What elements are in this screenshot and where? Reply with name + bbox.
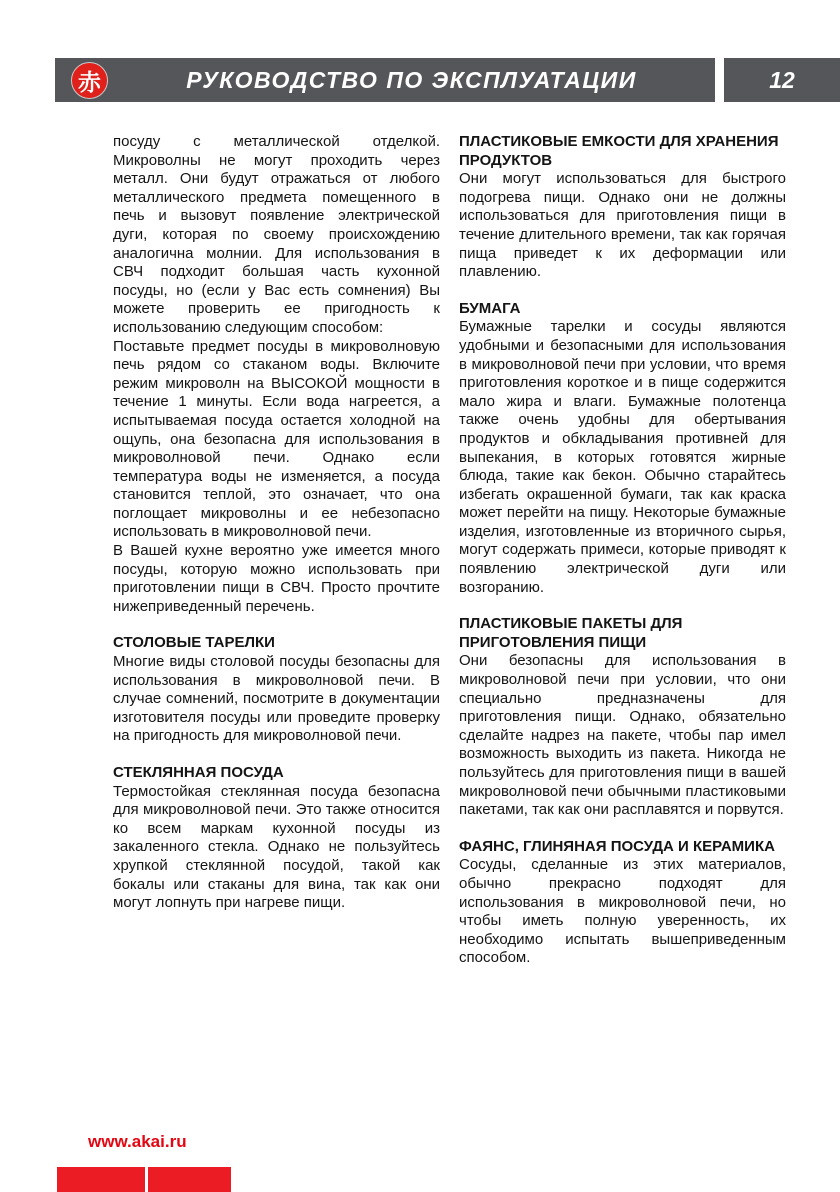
section-heading: СТЕКЛЯННАЯ ПОСУДА: [113, 764, 284, 781]
section-heading: ПЛАСТИКОВЫЕ ПАКЕТЫ ДЛЯ ПРИГОТОВЛЕНИЯ ПИЩИ: [459, 615, 683, 651]
paragraph: Поставьте предмет посуды в микроволновую печь рядом со стаканом воды. Включите режим микроволн на ВЫСОКОЙ мощности в течение 1 минуты. Если вода нагреется, а испытываемая посуда остается холодной на ощупь, она безопасна для использования в микроволновой печи. Однако если температура воды не изменяется, а посуда становится теплой, это означает, что она поглощает микроволны и ее небезопасно использовать в микроволновой печи.: [113, 337, 440, 541]
paragraph: Многие виды столовой посуды безопасны для использования в микроволновой печи. В случае сомнений, посмотрите в документации изготовителя посуды или проведите проверку на пригодность для микроволновой печи.: [113, 653, 440, 745]
website-url: www.akai.ru: [88, 1132, 187, 1151]
section: [459, 838, 786, 968]
logo-character: 赤: [78, 68, 101, 95]
section: [459, 300, 786, 598]
section: [459, 615, 786, 820]
paragraph: Сосуды, сделанные из этих материалов, обычно прекрасно подходят для использования в микроволновой печи, но чтобы иметь полную уверенность, их необходимо испытать вышеприведенным способом.: [459, 856, 786, 967]
paragraph: посуду с металлической отделкой. Микроволны не могут проходить через металл. Они будут отражаться от любого металлического предмета помещенного в печь и вызовут появление электрической дуги, которая по своему происхождению аналогична молнии. Для использования в СВЧ подходит большая часть кухонной посуды, но (если у Вас есть сомнения) Вы можете проверить ее пригодность к использованию следующим способом:: [113, 133, 440, 336]
page-number: 12: [769, 66, 795, 93]
section-heading: СТОЛОВЫЕ ТАРЕЛКИ: [113, 634, 275, 652]
paragraph: В Вашей кухне вероятно уже имеется много посуды, которую можно использовать при приготовлении пищи в СВЧ. Просто прочтите нижеприведенный перечень.: [113, 542, 440, 615]
footer-bar-left: [57, 1167, 145, 1192]
header-separator: [715, 58, 724, 102]
section-heading: ПЛАСТИКОВЫЕ ЕМКОСТИ ДЛЯ ХРАНЕНИЯ ПРОДУКТОВ: [459, 133, 779, 169]
paragraph: Они могут использоваться для быстрого подогрева пищи. Однако они не должны использоваться для приготовления пищи в течение длительного времени, так как горячая пища приведет к их деформации или плавлению.: [459, 170, 786, 281]
footer-bars: [57, 1167, 231, 1192]
left-column: [113, 133, 440, 968]
paragraph: Термостойкая стеклянная посуда безопасна для микроволновой печи. Это также относится ко всем маркам кухонной посуды из закаленного стекла. Однако не пользуйтесь хрупкой стеклянной посудой, такой как бокалы или стаканы для вина, так как они могут лопнуть при нагреве пищи.: [113, 782, 440, 912]
section: [113, 764, 440, 913]
section: [113, 133, 440, 616]
content-columns: [113, 133, 787, 968]
footer-bar-right: [148, 1167, 231, 1192]
paragraph: Бумажные тарелки и сосуды являются удобными и безопасными для использования в микроволновой печи при условии, что время приготовления короткое и в пище содержится мало жира и влаги. Бумажные полотенца также очень удобны для обертывания продуктов и обкладывания противней для выпекания, в которых готовятся жирные блюда, такие как бекон. Обычно старайтесь избегать окрашенной бумаги, так как краска может перейти на пищу. Некоторые бумажные изделия, изготовленные из вторичного сырья, могут содержать примеси, которые приводят к появлению электрической дуги или возгоранию.: [459, 318, 786, 596]
paragraph: Они безопасны для использования в микроволновой печи при условии, что они специально предназначены для приготовления пищи. Однако, обязательно сделайте надрез на пакете, чтобы пар имел возможность выходить из пакета. Никогда не пользуйтесь для приготовления пищи в вашей микроволновой печи обычными пластиковыми пакетами, так как они расплавятся и порвутся.: [459, 652, 786, 819]
right-column: [459, 133, 786, 968]
akai-logo-icon: [71, 62, 108, 99]
section-heading: ФАЯНС, ГЛИНЯНАЯ ПОСУДА И КЕРАМИКА: [459, 837, 775, 855]
section: [459, 133, 786, 282]
section: [113, 634, 440, 746]
section-heading: БУМАГА: [459, 299, 521, 317]
header-bar: [55, 58, 840, 102]
page-title: РУКОВОДСТВО ПО ЭКСПЛУАТАЦИИ: [186, 66, 637, 93]
